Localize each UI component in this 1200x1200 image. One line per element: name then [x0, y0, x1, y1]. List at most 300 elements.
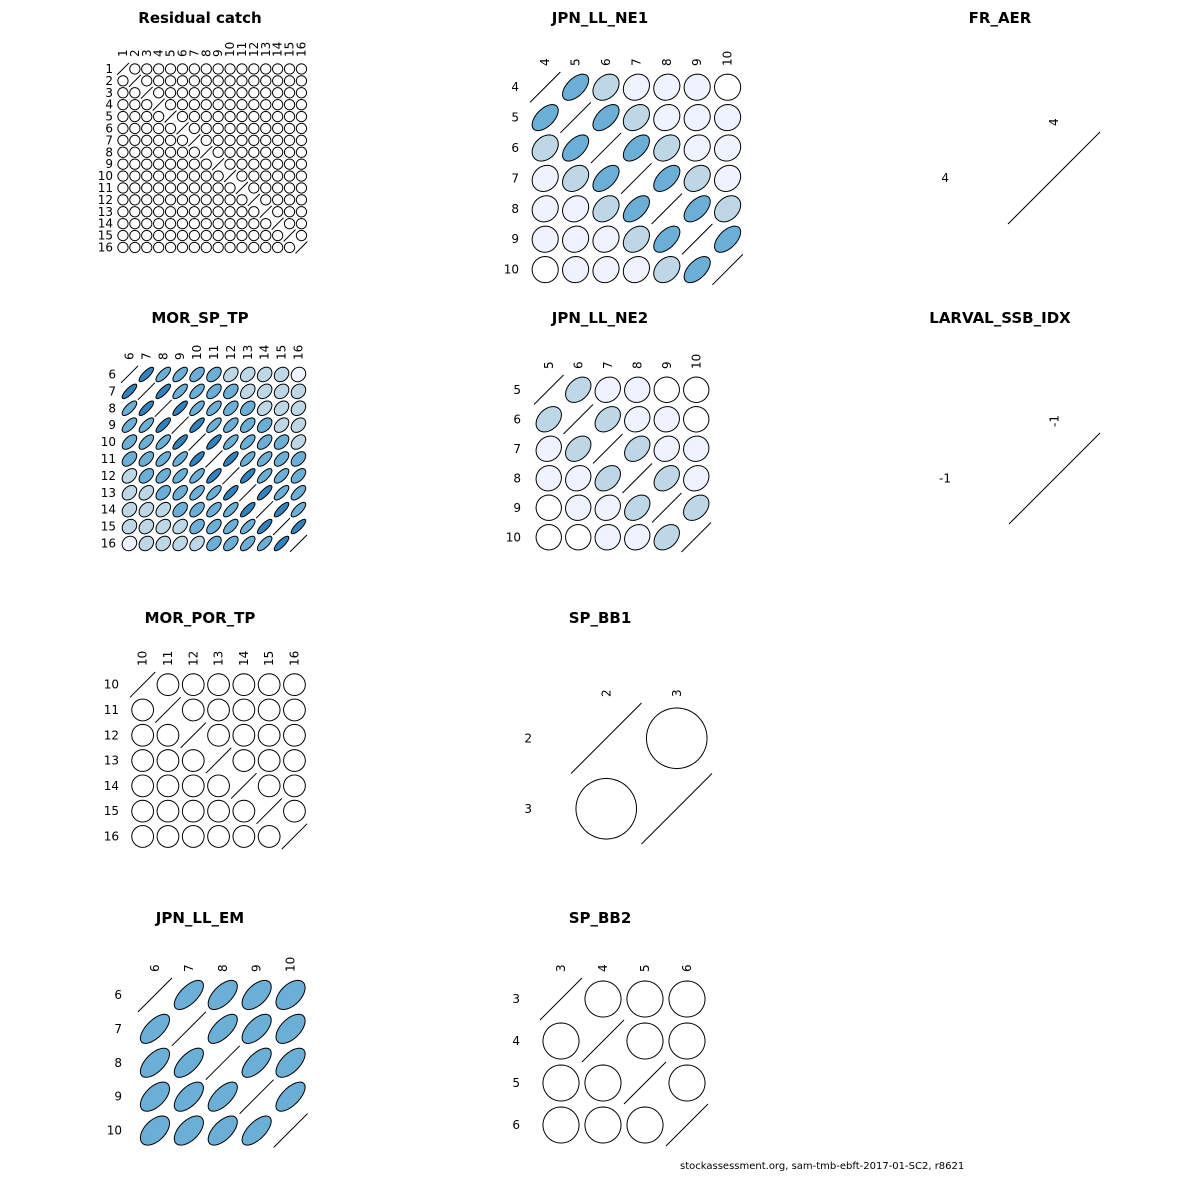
correlation-ellipse [156, 536, 171, 551]
diagonal-line [666, 1104, 708, 1146]
correlation-ellipse [654, 74, 680, 100]
row-label: 1 [105, 61, 113, 76]
correlation-ellipse [156, 519, 171, 534]
diagonal-line [273, 518, 290, 535]
correlation-ellipse [207, 485, 222, 500]
column-label: -1 [1047, 415, 1062, 427]
correlation-ellipse [595, 407, 620, 432]
correlation-ellipse [296, 88, 306, 98]
correlation-ellipse [276, 1082, 305, 1111]
correlation-ellipse [274, 452, 289, 467]
correlation-ellipse [130, 195, 140, 205]
correlation-ellipse [296, 219, 306, 229]
correlation-ellipse [625, 377, 650, 402]
correlation-ellipse [142, 76, 152, 86]
correlation-ellipse [122, 401, 137, 416]
correlation-ellipse [130, 135, 140, 145]
correlation-ellipse [177, 100, 187, 110]
correlation-ellipse [563, 135, 589, 161]
column-label: 10 [190, 344, 205, 360]
correlation-ellipse [142, 230, 152, 240]
correlation-ellipse [291, 519, 306, 534]
correlation-ellipse [132, 775, 154, 797]
correlation-ellipse [154, 159, 164, 169]
correlation-ellipse [532, 257, 558, 283]
diagonal-line [260, 206, 272, 218]
correlation-ellipse [207, 367, 222, 382]
correlation-ellipse [225, 64, 235, 74]
correlation-ellipse [154, 242, 164, 252]
correlation-ellipse [593, 196, 619, 222]
column-label: 3 [554, 964, 568, 972]
correlation-ellipse [249, 219, 259, 229]
column-label: 6 [571, 361, 586, 369]
column-label: 9 [249, 964, 264, 972]
footer-credit: stockassessment.org, sam-tmb-ebft-2017-01-SC2, r8621 [680, 1161, 965, 1172]
correlation-ellipse [156, 418, 171, 433]
correlation-ellipse [261, 195, 271, 205]
correlation-ellipse [669, 981, 705, 1017]
correlation-ellipse [139, 469, 154, 484]
diagonal-line [189, 434, 206, 451]
correlation-ellipse [201, 111, 211, 121]
correlation-ellipse [142, 219, 152, 229]
correlation-ellipse [249, 123, 259, 133]
correlation-ellipse [249, 111, 259, 121]
row-label: 2 [105, 73, 113, 88]
row-label: 9 [114, 1089, 122, 1104]
diagonal-line [642, 774, 713, 845]
correlation-ellipse [118, 230, 128, 240]
correlation-ellipse [284, 183, 294, 193]
correlation-ellipse [157, 775, 179, 797]
correlation-ellipse [190, 469, 205, 484]
correlation-ellipse [625, 436, 650, 461]
correlation-ellipse [189, 111, 199, 121]
correlation-ellipse [142, 135, 152, 145]
column-label: 9 [211, 49, 226, 57]
column-label: 9 [659, 361, 674, 369]
row-label: 16 [97, 240, 113, 255]
diagonal-line [129, 75, 141, 87]
correlation-ellipse [130, 159, 140, 169]
correlation-ellipse [536, 525, 561, 550]
correlation-ellipse [122, 536, 137, 551]
correlation-ellipse [585, 1107, 621, 1143]
correlation-ellipse [142, 242, 152, 252]
correlation-ellipse [233, 724, 255, 746]
row-label: 8 [108, 401, 116, 416]
correlation-ellipse [201, 123, 211, 133]
panel-mor-sp-tp [101, 309, 307, 552]
correlation-ellipse [284, 674, 306, 696]
correlation-ellipse [122, 435, 137, 450]
diagonal-line [206, 748, 231, 773]
row-label: 14 [97, 216, 113, 231]
correlation-ellipse [273, 171, 283, 181]
correlation-ellipse [177, 64, 187, 74]
correlation-ellipse [257, 452, 272, 467]
correlation-ellipse [156, 384, 171, 399]
correlation-ellipse [157, 674, 179, 696]
correlation-ellipse [173, 452, 188, 467]
diagonal-line [153, 99, 165, 111]
column-label: 13 [258, 41, 273, 57]
correlation-ellipse [213, 242, 223, 252]
correlation-ellipse [296, 183, 306, 193]
correlation-ellipse [201, 64, 211, 74]
correlation-ellipse [536, 466, 561, 491]
row-label: 14 [100, 502, 116, 517]
correlation-ellipse [261, 171, 271, 181]
row-label: 6 [114, 987, 122, 1002]
correlation-ellipse [284, 195, 294, 205]
correlation-ellipse [139, 486, 154, 501]
correlation-ellipse [118, 135, 128, 145]
correlation-ellipse [165, 159, 175, 169]
column-label: 4 [1047, 118, 1061, 126]
correlation-ellipse [139, 435, 154, 450]
correlation-ellipse [142, 159, 152, 169]
column-label: 16 [287, 650, 302, 666]
correlation-ellipse [207, 384, 222, 399]
correlation-ellipse [273, 159, 283, 169]
column-label: 5 [638, 964, 652, 972]
correlation-ellipse [654, 436, 679, 461]
diagonal-line [1008, 132, 1100, 224]
correlation-ellipse [189, 64, 199, 74]
diagonal-line [652, 493, 682, 523]
correlation-ellipse [165, 230, 175, 240]
correlation-ellipse [237, 242, 247, 252]
correlation-ellipse [225, 111, 235, 121]
correlation-ellipse [165, 76, 175, 86]
row-label: 16 [103, 829, 119, 844]
row-label: 15 [103, 804, 119, 819]
row-label: 6 [513, 412, 521, 427]
correlation-ellipse [182, 750, 204, 772]
panel-jpn-ll-ne2 [506, 309, 711, 552]
correlation-ellipse [595, 525, 620, 550]
correlation-ellipse [296, 76, 306, 86]
row-label: 4 [105, 97, 113, 112]
correlation-ellipse [154, 207, 164, 217]
correlation-ellipse [625, 407, 650, 432]
correlation-ellipse [261, 242, 271, 252]
correlation-ellipse [225, 76, 235, 86]
correlation-ellipse [684, 436, 709, 461]
column-label: 5 [541, 361, 556, 369]
diagonal-line [571, 703, 642, 774]
diagonal-line [282, 824, 307, 849]
diagonal-line [621, 163, 651, 193]
correlation-ellipse [165, 171, 175, 181]
correlation-ellipse [532, 105, 558, 131]
correlation-ellipse [296, 111, 306, 121]
correlation-ellipse [296, 123, 306, 133]
correlation-ellipse [201, 135, 211, 145]
correlation-ellipse [532, 196, 558, 222]
correlation-ellipse [142, 183, 152, 193]
row-label: 11 [97, 180, 113, 195]
row-label: 4 [511, 80, 519, 95]
row-label: 7 [108, 384, 116, 399]
correlation-ellipse [237, 135, 247, 145]
correlation-ellipse [156, 435, 171, 450]
correlation-ellipse [240, 452, 255, 467]
correlation-ellipse [249, 64, 259, 74]
column-label: 15 [274, 344, 289, 360]
correlation-ellipse [284, 699, 306, 721]
panel-title: FR_AER [968, 9, 1032, 27]
row-label: 6 [512, 1118, 520, 1132]
correlation-ellipse [213, 135, 223, 145]
correlation-ellipse [207, 502, 222, 517]
correlation-ellipse [563, 74, 589, 100]
correlation-ellipse [177, 171, 187, 181]
correlation-ellipse [563, 196, 589, 222]
column-label: 5 [163, 49, 178, 57]
correlation-ellipse [684, 74, 710, 100]
correlation-ellipse [291, 367, 306, 382]
diagonal-line [274, 1114, 308, 1148]
row-label: 10 [503, 262, 519, 277]
correlation-ellipse [654, 105, 680, 131]
correlation-ellipse [118, 183, 128, 193]
correlation-ellipse [122, 452, 137, 467]
correlation-ellipse [684, 466, 709, 491]
correlation-ellipse [249, 159, 259, 169]
correlation-ellipse [296, 159, 306, 169]
diagonal-line [121, 366, 138, 383]
row-label: 15 [100, 519, 116, 534]
correlation-ellipse [190, 502, 205, 517]
correlation-ellipse [154, 147, 164, 157]
correlation-ellipse [189, 159, 199, 169]
correlation-ellipse [189, 183, 199, 193]
correlation-ellipse [284, 111, 294, 121]
correlation-ellipse [593, 165, 619, 191]
row-label: 3 [524, 801, 532, 816]
correlation-ellipse [241, 469, 256, 484]
row-label: 7 [114, 1021, 122, 1036]
correlation-ellipse [257, 519, 272, 534]
column-label: 13 [211, 650, 226, 666]
column-label: 9 [690, 58, 705, 66]
correlation-ellipse [261, 88, 271, 98]
correlation-ellipse [142, 195, 152, 205]
panel-fr-aer [941, 9, 1100, 224]
correlation-ellipse [273, 64, 283, 74]
row-label: 5 [513, 382, 521, 397]
correlation-ellipse [684, 495, 709, 520]
correlation-ellipse [208, 699, 230, 721]
correlation-ellipse [563, 165, 589, 191]
row-label: 8 [105, 145, 113, 160]
correlation-ellipse [284, 724, 306, 746]
diagonal-line [652, 194, 682, 224]
correlation-ellipse [118, 159, 128, 169]
column-label: 1 [115, 49, 130, 57]
correlation-ellipse [654, 407, 679, 432]
correlation-ellipse [273, 195, 283, 205]
correlation-ellipse [291, 435, 306, 450]
correlation-ellipse [224, 486, 239, 501]
correlation-ellipse [174, 1116, 203, 1145]
diagonal-line [290, 535, 307, 552]
correlation-ellipse [208, 1116, 237, 1145]
column-label: 14 [270, 41, 285, 57]
correlation-ellipse [296, 195, 306, 205]
correlation-ellipse [177, 242, 187, 252]
correlation-ellipse [274, 469, 289, 484]
column-label: 10 [720, 50, 735, 66]
correlation-ellipse [296, 207, 306, 217]
correlation-ellipse [201, 76, 211, 86]
correlation-ellipse [177, 207, 187, 217]
row-label: 4 [512, 1034, 520, 1048]
correlation-ellipse [142, 111, 152, 121]
correlation-ellipse [118, 147, 128, 157]
correlation-ellipse [291, 401, 306, 416]
correlation-ellipse [130, 111, 140, 121]
column-label: 4 [596, 964, 610, 972]
row-label: 3 [105, 85, 113, 100]
diagonal-line [1009, 433, 1100, 524]
row-label: 9 [511, 232, 519, 247]
diagonal-line [165, 111, 177, 123]
row-label: 13 [100, 485, 116, 500]
correlation-ellipse [225, 207, 235, 217]
correlation-ellipse [240, 401, 255, 416]
correlation-ellipse [190, 452, 205, 467]
correlation-ellipse [291, 384, 306, 399]
correlation-ellipse [291, 485, 306, 500]
correlation-ellipse [258, 775, 280, 797]
row-label: 11 [103, 702, 119, 717]
correlation-ellipse [140, 1048, 169, 1077]
correlation-ellipse [261, 76, 271, 86]
correlation-ellipse [224, 367, 239, 382]
correlation-ellipse [536, 436, 561, 461]
column-label: 8 [659, 58, 674, 66]
correlation-ellipse [669, 1065, 705, 1101]
correlation-ellipse [684, 257, 710, 283]
correlation-ellipse [130, 242, 140, 252]
correlation-ellipse [201, 159, 211, 169]
correlation-ellipse [237, 76, 247, 86]
correlation-ellipse [284, 64, 294, 74]
column-label: 4 [151, 49, 166, 57]
correlation-ellipse [142, 171, 152, 181]
diagonal-line [117, 63, 129, 75]
correlation-ellipse [273, 207, 283, 217]
correlation-ellipse [224, 384, 239, 399]
correlation-ellipse [189, 207, 199, 217]
correlation-ellipse [173, 469, 188, 484]
correlation-ellipse [284, 147, 294, 157]
correlation-ellipse [139, 502, 154, 517]
correlation-ellipse [213, 76, 223, 86]
correlation-ellipse [284, 76, 294, 86]
column-label: 10 [689, 353, 704, 369]
correlation-ellipse [258, 724, 280, 746]
correlation-ellipse [154, 111, 164, 121]
correlation-ellipse [291, 452, 306, 467]
correlation-ellipse [595, 377, 620, 402]
correlation-ellipse [118, 111, 128, 121]
correlation-ellipse [165, 183, 175, 193]
column-label: 14 [236, 650, 251, 666]
correlation-ellipse [684, 377, 709, 402]
panel-sp-bb1 [524, 609, 712, 844]
correlation-ellipse [201, 171, 211, 181]
correlation-ellipse [296, 171, 306, 181]
correlation-ellipse [249, 171, 259, 181]
correlation-ellipse [543, 1023, 579, 1059]
correlation-ellipse [165, 100, 175, 110]
row-label: 12 [100, 468, 116, 483]
correlation-ellipse [715, 135, 741, 161]
row-label: 6 [105, 121, 113, 136]
correlation-ellipse [249, 207, 259, 217]
diagonal-line [256, 501, 273, 518]
correlation-ellipse [213, 219, 223, 229]
correlation-ellipse [213, 195, 223, 205]
correlation-ellipse [225, 123, 235, 133]
correlation-ellipse [274, 367, 289, 382]
correlation-ellipse [257, 536, 272, 551]
panel-jpn-ll-ne1 [504, 9, 743, 285]
diagonal-line [712, 254, 742, 284]
row-label: 8 [114, 1055, 122, 1070]
correlation-ellipse [177, 219, 187, 229]
column-label: 10 [223, 41, 238, 57]
column-label: 11 [206, 344, 221, 360]
row-label: 7 [105, 133, 113, 148]
correlation-ellipse [154, 230, 164, 240]
correlation-ellipse [576, 778, 637, 839]
correlation-ellipse [173, 401, 188, 416]
correlation-ellipse [213, 111, 223, 121]
correlation-ellipse [140, 1014, 169, 1043]
correlation-ellipse [174, 980, 203, 1009]
correlation-ellipse [139, 367, 154, 382]
correlation-ellipse [257, 469, 272, 484]
correlation-ellipse [207, 401, 222, 416]
diagonal-line [177, 123, 189, 135]
correlation-ellipse [240, 519, 255, 534]
correlation-ellipse [623, 135, 649, 161]
correlation-ellipse [139, 519, 154, 534]
diagonal-line [188, 134, 200, 146]
correlation-ellipse [156, 367, 171, 382]
correlation-ellipse [273, 135, 283, 145]
correlation-ellipse [189, 100, 199, 110]
correlation-ellipse [276, 1048, 305, 1077]
correlation-ellipse [132, 699, 154, 721]
correlation-ellipse [273, 111, 283, 121]
correlation-ellipse [237, 64, 247, 74]
panel-title: SP_BB2 [568, 909, 632, 927]
diagonal-line [172, 417, 189, 434]
correlation-ellipse [182, 699, 204, 721]
column-label: 16 [291, 344, 306, 360]
correlation-ellipse [165, 88, 175, 98]
correlation-ellipse [233, 750, 255, 772]
correlation-ellipse [595, 466, 620, 491]
diagonal-line [284, 230, 296, 242]
